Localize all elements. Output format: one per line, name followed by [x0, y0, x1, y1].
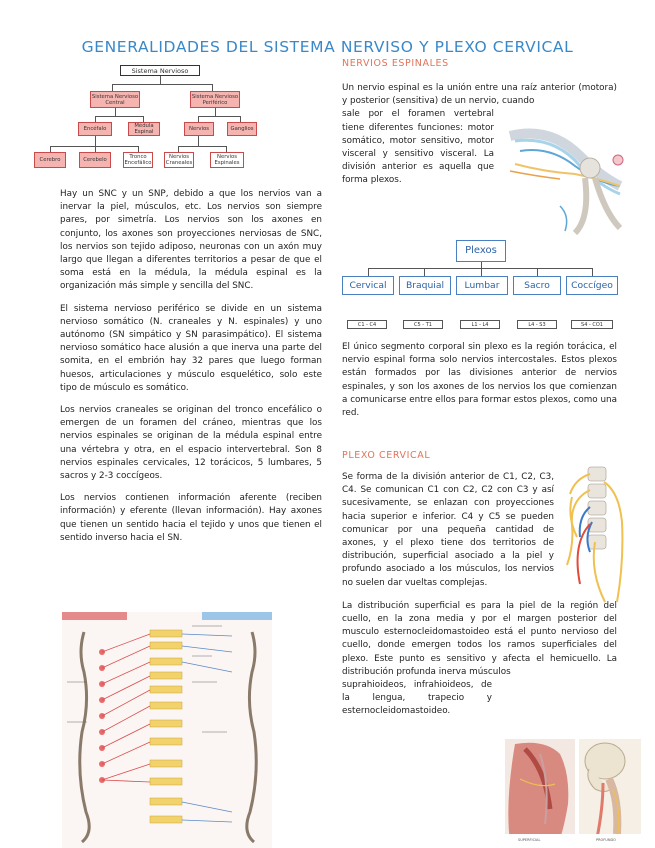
plexo-cervical-box: Cervical	[342, 276, 394, 295]
plexo-lumbar-box: Lumbar	[456, 276, 508, 295]
tree-tronco: Tronco Encefálico	[124, 154, 152, 166]
plexos-text	[342, 341, 617, 420]
tree-ganglios: Ganglios	[227, 122, 257, 136]
plexo-braquial-range: C5 - T1	[403, 320, 443, 329]
caption-superficial: SUPERFICIAL	[518, 838, 541, 842]
plexo-coccigeo-box: Coccígeo	[566, 276, 618, 295]
neck-deep-illustration	[579, 739, 641, 843]
left-text-column	[60, 188, 322, 545]
nervous-system-tree-diagram	[39, 65, 295, 183]
plexo-lumbar-range: L1 - L4	[460, 320, 500, 329]
tree-nervios: Nervios	[184, 122, 214, 136]
plexo-sacro-range: L4 - S3	[517, 320, 557, 329]
neck-superficial-illustration	[505, 739, 575, 843]
plexo-sacro-box: Sacro	[513, 276, 561, 295]
spinal-nerve-illustration	[500, 116, 640, 236]
paragraph-snp-division: El sistema nervioso periférico se divide en un sistema nervioso somático (N. craneales y N. espinales) y uno autónomo (SN simpático y SN parasimpático). El sistema nervioso somático hace alusión a que inerva una parte del somita, en el embrión hay 32 pares que luego forman huesos, articulaciones y músculo esquelético, solo este tipo de músculo es somático.	[60, 303, 322, 393]
tree-nervios-espinales: Nervios Espinales	[210, 152, 244, 168]
nervios-espinales-intro: Un nervio espinal es la unión entre una raíz anterior (motora) y posterior (sensitiva) de un nervio, cuando	[342, 83, 617, 107]
paragraph-aferente-eferente: Los nervios contienen información aferente (reciben información) y eferente (llevan información). Hay axones que tienen un sentido hacia el tejido y unos que tienen el sentido inverso hacia el SN.	[60, 493, 322, 543]
plexo-cervical-body: Se forma de la división anterior de C1, C2, C3, C4. Se comunican C1 con C2, C2 con C3 y así sucesivamente, se enlazan con proyecciones hacia superior e inferior. C4 y C5 se pueden comunicar por una pequeña cantidad de axones, y el plexo tiene dos territorios de distribución, superficial asociado a la piel y profundo asociado a los músculos, los nervios no suelen dar vueltas complejas.	[342, 472, 554, 588]
page-title: GENERALIDADES DEL SISTEMA NERVISO Y PLEXO CERVICAL	[81, 38, 574, 56]
nervios-espinales-body: sale por el foramen vertebral tiene diferentes funciones: motor somático, motor sensitivo, motor visceral y sensitivo visceral. La división anterior es aquella que forma plexos.	[342, 109, 494, 186]
tree-medula: Médula Espinal	[128, 122, 160, 136]
paragraph-nervios-craneales: Los nervios craneales se originan del tronco encefálico o emergen de un foramen del cráneo, mientras que los nervios espinales se originan de la médula espinal entre una vértebra y otra, en el espacio intervertebral. Son 8 nervios espinales cervicales, 12 torácicos, 5 lumbares, 5 sacros y 2-3 coccígeos.	[60, 405, 322, 482]
paragraph-snc-snp: Hay un SNC y un SNP, debido a que los nervios van a inervar la piel, músculos, etc. Los nervios son siempre pares, por simetría. Los nervios son los axones en conjunto, los axones son proyecciones nerviosas de SNC, los nervios son tejido adiposo, neuronas con un axón muy largo que llegan a diferentes territorios a pesar de que el soma está en la médula, la médula espinal es la organización más simple y sencilla del SNC.	[60, 189, 322, 292]
plexo-braquial-box: Braquial	[399, 276, 451, 295]
tree-cerebelo: Cerebelo	[79, 152, 111, 168]
plexo-cervical-range: C1 - C4	[347, 320, 387, 329]
tree-cerebro: Cerebro	[34, 152, 66, 168]
caption-profundo: PROFUNDO	[596, 838, 616, 842]
autonomic-nervous-system-illustration	[62, 612, 272, 848]
plexos-root: Plexos	[456, 240, 506, 262]
plexos-paragraph: El único segmento corporal sin plexo es la región torácica, el nervio espinal forma solo nervios intercostales. Estos plexos están formados por las divisiones anterior de nervios espinales, y son los axones de los nervios los que comienzan a comunicarse entre ellos para formar estos plexos, como una red.	[342, 342, 617, 419]
tree-root: Sistema Nervioso	[120, 65, 200, 76]
tree-snc: Sistema Nervioso Central	[90, 91, 140, 108]
plexo-coccigeo-range: S4 - CO1	[571, 320, 613, 329]
tree-encefalo: Encéfalo	[78, 122, 112, 136]
nervios-espinales-heading: NERVIOS ESPINALES	[342, 58, 449, 69]
plexo-cervical-heading: PLEXO CERVICAL	[342, 450, 431, 461]
tree-snp: Sistema Nervioso Periférico	[190, 91, 240, 108]
plexo-cervical-distribution: La distribución superficial es para la piel de la región del cuello, en la zona media y por el margen posterior del musculo esternocleidomastoideo está el punto nervioso del cuello, donde emergen todos los ramos superficiales del plexo. Este punto es sensitivo y afecta el hemicuello. La distribución profunda inerva músculos	[342, 600, 617, 677]
tree-nervios-craneales: Nervios Craneales	[165, 154, 193, 166]
plexo-cervical-distribution-cont: suprahioideos, infrahioideos, de la lengua, trapecio y esternocleidomastoideo.	[342, 680, 492, 717]
cervical-plexus-illustration	[560, 462, 630, 612]
